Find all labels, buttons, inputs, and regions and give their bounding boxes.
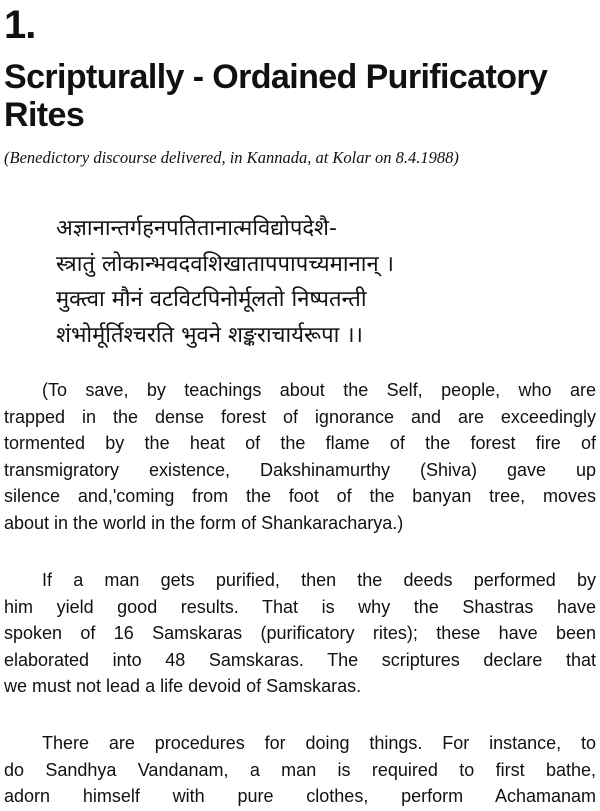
body-paragraph [4, 730, 596, 810]
paragraph-line: about in the world in the form of Shankaracharya.) [4, 512, 404, 533]
verse-line: अज्ञानान्तर्गहनपतितानात्मविद्योपदेशै- [56, 216, 337, 241]
translation-paragraph [4, 377, 596, 537]
paragraph-line: transmigratory existence, Dakshinamurthy (Shiva) gave up [4, 459, 596, 480]
paragraph-line: elaborated into 48 Samskaras. The scriptures declare that [4, 649, 596, 670]
paragraph-line: him yield good results. That is why the Shastras have [4, 596, 596, 617]
paragraph-line: There are procedures for doing things. For instance, to [42, 733, 596, 753]
paragraph-line: silence and,'coming from the foot of the banyan tree, moves [4, 486, 596, 507]
chapter-title: Scripturally - Ordained Purificatory Rites [4, 58, 548, 134]
verse-line: स्त्रातुं लोकान्भवदवशिखातापपापच्यमानान् । [56, 251, 394, 277]
paragraph-line: If a man gets purified, then the deeds performed by [42, 570, 596, 590]
body-paragraph [4, 567, 596, 700]
verse-line: मुक्त्वा मौनं वटविटपिनोर्मूलतो निष्पतन्ती [56, 287, 367, 312]
chapter-subtitle: (Benedictory discourse delivered, in Kannada, at Kolar on 8.4.1988) [4, 148, 459, 167]
paragraph-line: do Sandhya Vandanam, a man is required to first bathe, [4, 759, 596, 780]
verse-line: शंभोर्मूर्तिश्चरति भुवने शङ्कराचार्यरूपा ।। [56, 322, 363, 348]
paragraph-line: we must not lead a life devoid of Samskaras. [4, 676, 362, 697]
chapter-number: 1. [4, 3, 36, 47]
paragraph-line: spoken of 16 Samskaras (purificatory rites); these have been [4, 623, 596, 644]
paragraph-line: adorn himself with pure clothes, perform Achamanam [4, 786, 596, 807]
paragraph-line: tormented by the heat of the flame of the forest fire of [4, 433, 596, 454]
paragraph-line: (To save, by teachings about the Self, people, who are [42, 380, 596, 400]
paragraph-line: trapped in the dense forest of ignorance and are exceedingly [4, 406, 596, 427]
sanskrit-verse [56, 211, 576, 353]
